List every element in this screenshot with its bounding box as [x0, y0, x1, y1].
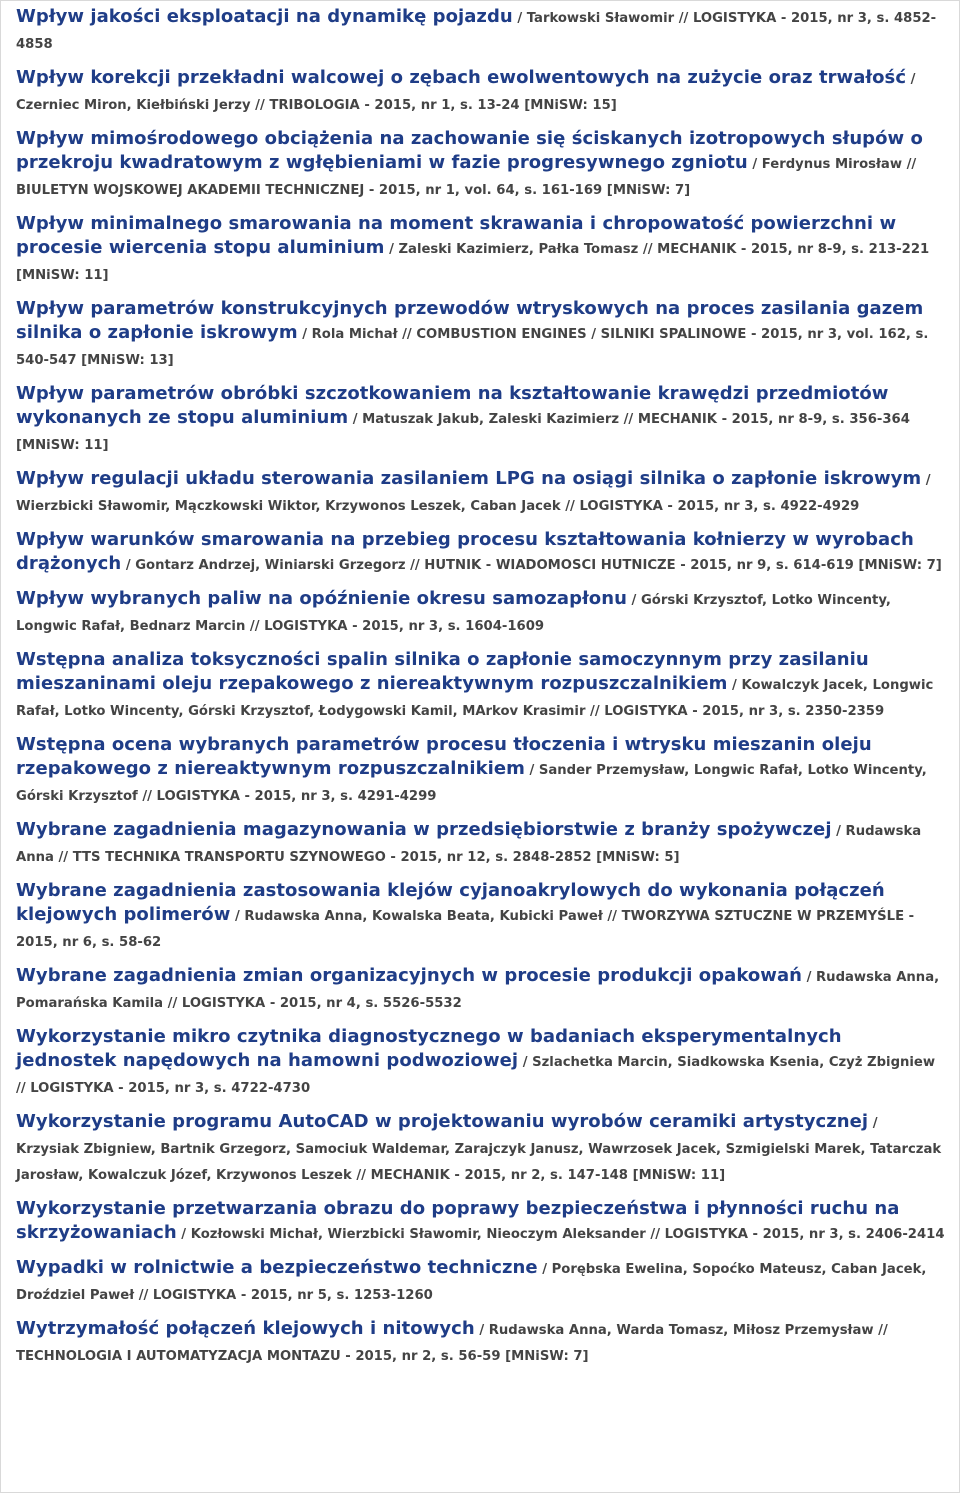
list-item	[16, 648, 945, 724]
list-item	[16, 212, 945, 288]
entry-meta: / Kowalczyk Jacek, Longwic Rafał, Lotko Wincenty, Górski Krzysztof, Łodygowski Kamil, MArkov Krasimir // LOGISTYKA - 2015, nr 3, s. 2350-2359	[16, 678, 934, 719]
entry-title[interactable]: Wykorzystanie programu AutoCAD w projektowaniu wyrobów ceramiki artystycznej	[16, 1111, 869, 1132]
entry-meta: / Rudawska Anna, Pomarańska Kamila // LOGISTYKA - 2015, nr 4, s. 5526-5532	[16, 970, 940, 1011]
list-item	[16, 587, 945, 639]
list-item	[16, 1025, 945, 1101]
entry-title[interactable]: Wpływ mimośrodowego obciążenia na zachowanie się ściskanych izotropowych słupów o przekroju kwadratowym z wgłębieniami w fazie progresywnego zgniotu	[16, 128, 923, 173]
entry-meta: / Rola Michał // COMBUSTION ENGINES / SILNIKI SPALINOWE - 2015, nr 3, vol. 162, s. 540-547 [MNiSW: 13]	[16, 327, 929, 368]
entry-title[interactable]: Wpływ wybranych paliw na opóźnienie okresu samozapłonu	[16, 588, 627, 609]
entry-title[interactable]: Wpływ regulacji układu sterowania zasilaniem LPG na osiągi silnika o zapłonie iskrowym	[16, 468, 922, 489]
list-item	[16, 733, 945, 809]
entry-title[interactable]: Wybrane zagadnienia zmian organizacyjnych w procesie produkcji opakowań	[16, 965, 803, 986]
list-item	[16, 127, 945, 203]
entry-title[interactable]: Wpływ parametrów obróbki szczotkowaniem na kształtowanie krawędzi przedmiotów wykonanych ze stopu aluminium	[16, 383, 889, 428]
entry-meta: / Zaleski Kazimierz, Pałka Tomasz // MECHANIK - 2015, nr 8-9, s. 213-221 [MNiSW: 11]	[16, 242, 930, 283]
entry-title[interactable]: Wpływ warunków smarowania na przebieg procesu kształtowania kołnierzy w wyrobach drążonych	[16, 529, 914, 574]
entry-title[interactable]: Wstępna analiza toksyczności spalin silnika o zapłonie samoczynnym przy zasilaniu mieszaninami oleju rzepakowego z niereaktywnym rozpuszczalnikiem	[16, 649, 869, 694]
entry-meta: / Sander Przemysław, Longwic Rafał, Lotko Wincenty, Górski Krzysztof // LOGISTYKA - 2015, nr 3, s. 4291-4299	[16, 763, 927, 804]
list-item	[16, 879, 945, 955]
entry-meta: / Górski Krzysztof, Lotko Wincenty, Longwic Rafał, Bednarz Marcin // LOGISTYKA - 2015, nr 3, s. 1604-1609	[16, 593, 891, 634]
entry-meta: / Krzysiak Zbigniew, Bartnik Grzegorz, Samociuk Waldemar, Zarajczyk Janusz, Wawrzosek Jacek, Szmigielski Marek, Tatarczak Jarosław, Kowalczuk Józef, Krzywonos Leszek // MECHANIK - 2015, nr 2, s. 147-148 [MNiSW: 11]	[16, 1116, 942, 1183]
entry-meta: / Porębska Ewelina, Sopoćko Mateusz, Caban Jacek, Droździel Paweł // LOGISTYKA - 2015, nr 5, s. 1253-1260	[16, 1262, 927, 1303]
entry-meta: / Tarkowski Sławomir // LOGISTYKA - 2015, nr 3, s. 4852-4858	[16, 11, 937, 52]
list-item	[16, 528, 945, 578]
list-item	[16, 467, 945, 519]
entry-meta: / Wierzbicki Sławomir, Mączkowski Wiktor, Krzywonos Leszek, Caban Jacek // LOGISTYKA - 2015, nr 3, s. 4922-4929	[16, 473, 931, 514]
list-item	[16, 382, 945, 458]
entry-meta: / Gontarz Andrzej, Winiarski Grzegorz // HUTNIK - WIADOMOSCI HUTNICZE - 2015, nr 9, s. 614-619 [MNiSW: 7]	[121, 558, 942, 573]
list-item	[16, 964, 945, 1016]
entry-meta: / Szlachetka Marcin, Siadkowska Ksenia, Czyż Zbigniew // LOGISTYKA - 2015, nr 3, s. 4722-4730	[16, 1055, 936, 1096]
entry-meta: / Kozłowski Michał, Wierzbicki Sławomir, Nieoczym Aleksander // LOGISTYKA - 2015, nr 3, s. 2406-2414	[176, 1227, 945, 1242]
list-item	[16, 5, 945, 57]
entry-title[interactable]: Wykorzystanie przetwarzania obrazu do poprawy bezpieczeństwa i płynności ruchu na skrzyżowaniach	[16, 1198, 900, 1243]
entry-title[interactable]: Wykorzystanie mikro czytnika diagnostycznego w badaniach eksperymentalnych jednostek napędowych na hamowni podwoziowej	[16, 1026, 842, 1071]
entry-meta: / Ferdynus Mirosław // BIULETYN WOJSKOWEJ AKADEMII TECHNICZNEJ - 2015, nr 1, vol. 64, s. 161-169 [MNiSW: 7]	[16, 157, 917, 198]
list-item	[16, 1110, 945, 1188]
entry-meta: / Czerniec Miron, Kiełbiński Jerzy // TRIBOLOGIA - 2015, nr 1, s. 13-24 [MNiSW: 15]	[16, 72, 916, 113]
list-item	[16, 1197, 945, 1247]
entry-title[interactable]: Wstępna ocena wybranych parametrów procesu tłoczenia i wtrysku mieszanin oleju rzepakowego z niereaktywnym rozpuszczalnikiem	[16, 734, 872, 779]
entry-meta: / Rudawska Anna // TTS TECHNIKA TRANSPORTU SZYNOWEGO - 2015, nr 12, s. 2848-2852 [MNiSW: 5]	[16, 824, 922, 865]
list-item	[16, 66, 945, 118]
entry-title[interactable]: Wytrzymałość połączeń klejowych i nitowych	[16, 1318, 475, 1339]
list-item	[16, 818, 945, 870]
entry-title[interactable]: Wpływ parametrów konstrukcyjnych przewodów wtryskowych na proces zasilania gazem silnika o zapłonie iskrowym	[16, 298, 924, 343]
entry-meta: / Matuszak Jakub, Zaleski Kazimierz // MECHANIK - 2015, nr 8-9, s. 356-364 [MNiSW: 11]	[16, 412, 910, 453]
list-item	[16, 1256, 945, 1308]
entry-title[interactable]: Wpływ minimalnego smarowania na moment skrawania i chropowatość powierzchni w procesie wiercenia stopu aluminium	[16, 213, 897, 258]
entry-title[interactable]: Wypadki w rolnictwie a bezpieczeństwo techniczne	[16, 1257, 538, 1278]
entry-meta: / Rudawska Anna, Kowalska Beata, Kubicki Paweł // TWORZYWA SZTUCZNE W PRZEMYŚLE - 2015, nr 6, s. 58-62	[16, 909, 915, 950]
entry-title[interactable]: Wpływ jakości eksploatacji na dynamikę pojazdu	[16, 6, 513, 27]
entry-title[interactable]: Wybrane zagadnienia magazynowania w przedsiębiorstwie z branży spożywczej	[16, 819, 832, 840]
list-item	[16, 1317, 945, 1369]
list-item	[16, 297, 945, 373]
entry-meta: / Rudawska Anna, Warda Tomasz, Miłosz Przemysław // TECHNOLOGIA I AUTOMATYZACJA MONTAZU - 2015, nr 2, s. 56-59 [MNiSW: 7]	[16, 1323, 888, 1364]
entry-title[interactable]: Wybrane zagadnienia zastosowania klejów cyjanoakrylowych do wykonania połączeń klejowych polimerów	[16, 880, 885, 925]
entry-title[interactable]: Wpływ korekcji przekładni walcowej o zębach ewolwentowych na zużycie oraz trwałość	[16, 67, 907, 88]
